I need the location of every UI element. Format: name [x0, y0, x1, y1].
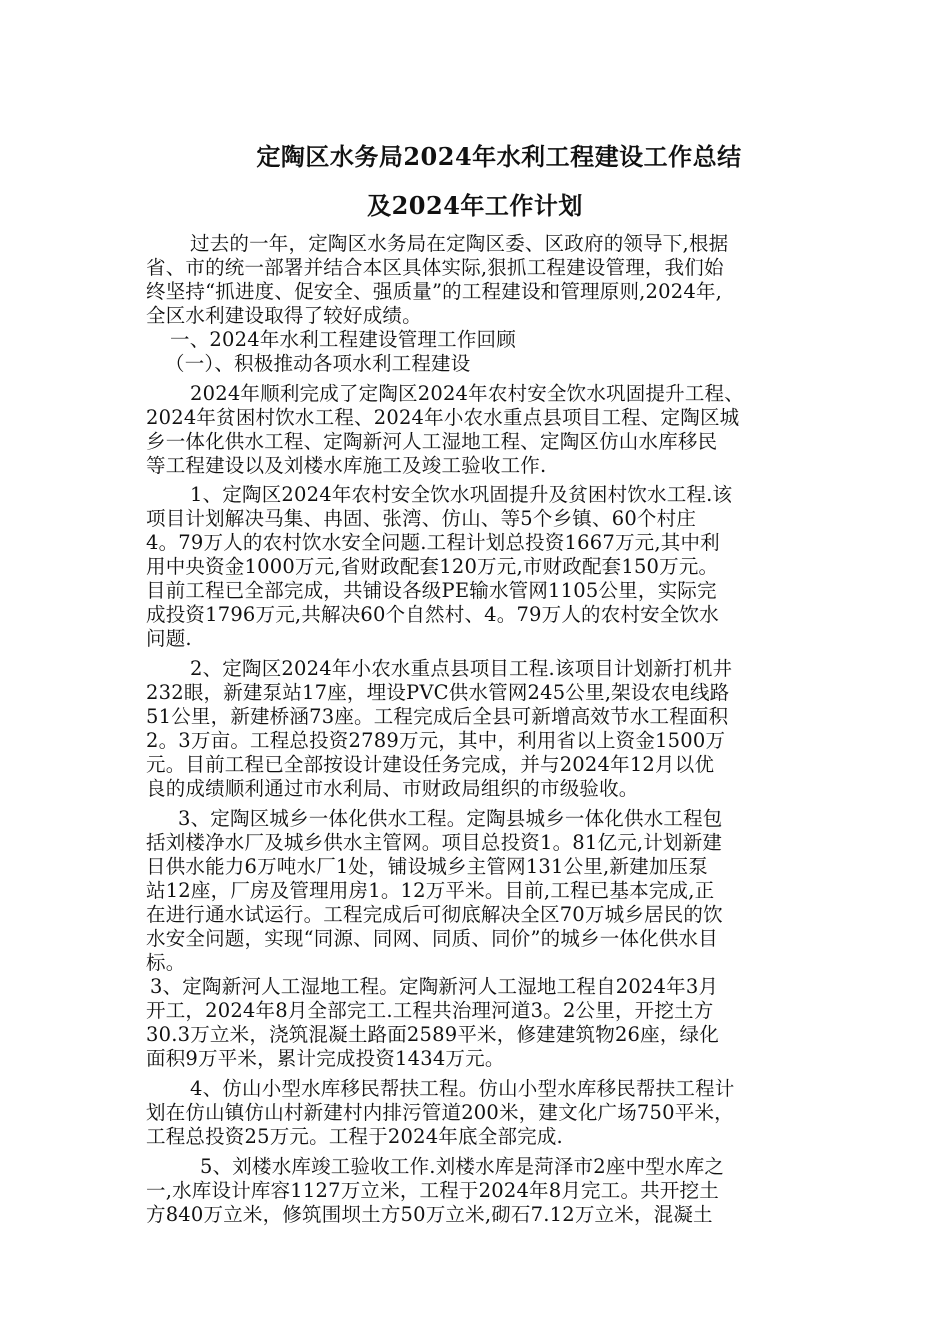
- body-text-line: 4、仿山小型水库移民帮扶工程。仿山小型水库移民帮扶工程计: [190, 1077, 735, 1100]
- body-text-line: 水安全问题，实现“同源、同网、同质、同价”的城乡一体化供水目: [146, 927, 718, 950]
- body-text-line: 等工程建设以及刘楼水库施工及竣工验收工作.: [146, 454, 547, 477]
- body-text-line: 一,水库设计库容1127万立米，工程于2024年8月完工。共开挖土: [146, 1179, 719, 1202]
- body-text-line: 成投资1796万元,共解决60个自然村、4。79万人的农村安全饮水: [146, 603, 719, 626]
- body-text-line: 元。目前工程已全部按设计建设任务完成，并与2024年12月以优: [146, 753, 715, 776]
- body-text-line: 过去的一年，定陶区水务局在定陶区委、区政府的领导下,根据: [190, 232, 729, 255]
- body-text-line: 4。79万人的农村饮水安全问题.工程计划总投资1667万元,其中利: [146, 531, 720, 554]
- body-text-line: 终坚持“抓进度、促安全、强质量”的工程建设和管理原则,2024年,: [146, 280, 723, 303]
- body-text-line: 232眼，新建泵站17座，埋设PVC供水管网245公里,架设农电线路: [146, 681, 730, 704]
- body-text-line: 一、2024年水利工程建设管理工作回顾: [170, 328, 516, 351]
- body-text-line: 项目计划解决马集、冉固、张湾、仿山、等5个乡镇、60个村庄: [146, 507, 697, 530]
- body-text-line: 3、定陶新河人工湿地工程。定陶新河人工湿地工程自2024年3月: [150, 975, 719, 998]
- body-text-line: 标。: [146, 951, 186, 974]
- document-title-line-2: 及2024年工作计划: [367, 191, 583, 220]
- document-title-line-1: 定陶区水务局2024年水利工程建设工作总结: [256, 142, 742, 171]
- body-text-line: 3、定陶区城乡一体化供水工程。定陶县城乡一体化供水工程包: [178, 807, 723, 830]
- body-text-line: 日供水能力6万吨水厂1处，铺设城乡主管网131公里,新建加压泵: [146, 855, 708, 878]
- body-text-line: 5、刘楼水库竣工验收工作.刘楼水库是菏泽市2座中型水库之: [200, 1155, 725, 1178]
- body-text-line: 全区水利建设取得了较好成绩。: [146, 304, 422, 327]
- body-text-line: 开工，2024年8月全部完工.工程共治理河道3。2公里，开挖土方: [146, 999, 714, 1022]
- body-text-line: 目前工程已全部完成，共铺设各级PE输水管网1105公里，实际完: [146, 579, 717, 602]
- body-text-line: （一）、积极推动各项水利工程建设: [165, 352, 471, 375]
- body-text-line: 2024年顺利完成了定陶区2024年农村安全饮水巩固提升工程、: [190, 382, 744, 405]
- body-text-line: 在进行通水试运行。工程完成后可彻底解决全区70万城乡居民的饮: [146, 903, 723, 926]
- body-text-line: 问题.: [146, 627, 192, 650]
- body-text-line: 站12座，厂房及管理用房1。12万平米。目前,工程已基本完成,正: [146, 879, 715, 902]
- body-text-line: 省、市的统一部署并结合本区具体实际,狠抓工程建设管理，我们始: [146, 256, 724, 279]
- body-text-line: 划在仿山镇仿山村新建村内排污管道200米，建文化广场750平米，: [146, 1101, 734, 1124]
- body-text-line: 工程总投资25万元。工程于2024年底全部完成.: [146, 1125, 563, 1148]
- body-text-line: 括刘楼净水厂及城乡供水主管网。项目总投资1。81亿元,计划新建: [146, 831, 723, 854]
- body-text-line: 2、定陶区2024年小农水重点县项目工程.该项目计划新打机井: [190, 657, 733, 680]
- body-text-line: 方840万立米，修筑围坝土方50万立米,砌石7.12万立米，混凝土: [146, 1203, 713, 1226]
- body-text-line: 面积9万平米，累计完成投资1434万元。: [146, 1047, 505, 1070]
- body-text-line: 乡一体化供水工程、定陶新河人工湿地工程、定陶区仿山水库移民: [146, 430, 718, 453]
- body-text-line: 良的成绩顺利通过市水利局、市财政局组织的市级验收。: [146, 777, 639, 800]
- body-text-line: 2024年贫困村饮水工程、2024年小农水重点县项目工程、定陶区城: [146, 406, 740, 429]
- body-text-line: 30.3万立米，浇筑混凝土路面2589平米，修建建筑物26座，绿化: [146, 1023, 719, 1046]
- body-text-line: 2。3万亩。工程总投资2789万元，其中，利用省以上资金1500万: [146, 729, 726, 752]
- body-text-line: 51公里，新建桥涵73座。工程完成后全县可新增高效节水工程面积: [146, 705, 729, 728]
- body-text-line: 用中央资金1000万元,省财政配套120万元,市财政配套150万元。: [146, 555, 719, 578]
- body-text-line: 1、定陶区2024年农村安全饮水巩固提升及贫困村饮水工程.该: [190, 483, 733, 506]
